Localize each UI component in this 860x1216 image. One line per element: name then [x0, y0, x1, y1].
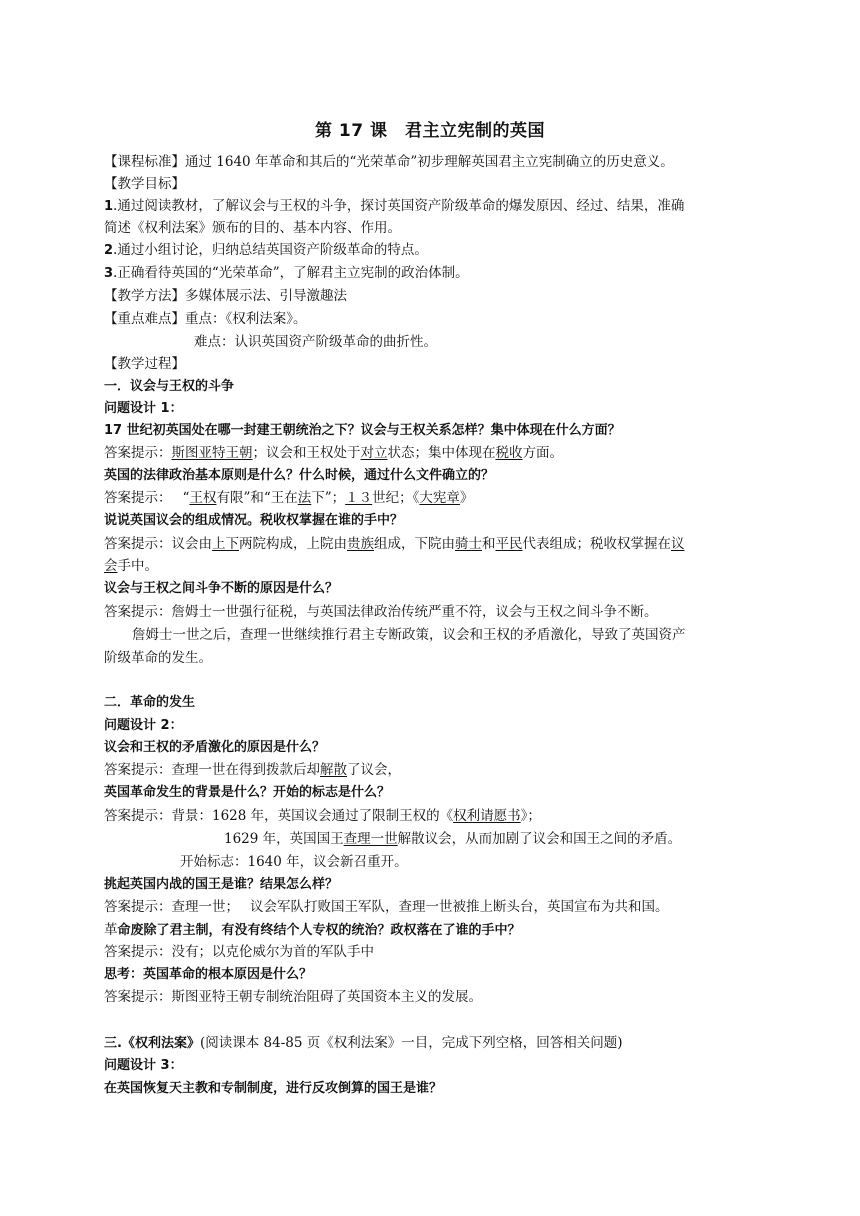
answer-text: 1629 年，英国国王: [224, 831, 344, 847]
section-2-design: 问题设计 2：: [104, 718, 183, 733]
answer-text: 和: [482, 536, 496, 552]
section-2-heading: 二．革命的发生: [104, 695, 196, 710]
answer-blank: 会: [104, 558, 118, 574]
section-2-answer-1: [104, 760, 401, 780]
answer-text: 了议会，: [347, 762, 401, 778]
section-3-heading-note: (阅读课本 84-85 页《权利法案》一目，完成下列空格，回答相关问题): [199, 1035, 623, 1051]
answer-text: 世纪；《: [372, 490, 420, 506]
answer-text: 状态；集中体现在: [387, 445, 496, 461]
answer-blank: 王权: [189, 490, 217, 506]
answer-text: 解散议会，从而加剧了议会和国王之间的矛盾。: [397, 831, 682, 847]
section-3-question-1: 在英国恢复天主教和专制制度，进行反攻倒算的国王是谁？: [104, 1081, 443, 1096]
section-2-answer-5: 答案提示：斯图亚特王朝专制统治阻碍了英国资本主义的发展。: [104, 989, 482, 1005]
section-1-answer-2: [104, 488, 473, 508]
goal-3-text: .正确看待英国的“光荣革命”，了解君主立宪制的政治体制。: [113, 265, 469, 281]
answer-blank: 斯图亚特王朝: [171, 445, 253, 461]
section-1-answer-3-line-2: [104, 556, 158, 576]
section-2-answer-2-line-3: 开始标志：1640 年，议会新召重开。: [180, 854, 408, 870]
answer-text: 》；: [520, 808, 541, 824]
answer-text: 答案提示：: [104, 445, 172, 461]
answer-blank: 议: [671, 536, 685, 552]
answer-blank: 上下: [212, 536, 239, 552]
goal-3-number: 3: [104, 266, 114, 281]
answer-text: 组成，下院由: [374, 536, 455, 552]
section-2-question-2: 英国革命发生的背景是什么？开始的标志是什么？: [104, 785, 391, 800]
goal-1-text: .通过阅读教材，了解议会与王权的斗争，探讨英国资产阶级革命的爆发原因、经过、结果，准确: [113, 198, 685, 214]
teaching-process-label: 【教学过程】: [104, 356, 185, 372]
answer-blank: 税收: [495, 445, 523, 461]
section-2-answer-3: 答案提示：查理一世； 议会军队打败国王军队，查理一世被推上断头台，英国宣布为共和国。: [104, 899, 669, 915]
answer-text: 下”；: [311, 490, 346, 506]
section-3-heading: 三.《权利法案》: [104, 1036, 200, 1051]
section-3-heading-line: [104, 1033, 623, 1054]
answer-text: 手中。: [117, 558, 158, 574]
goal-2-text: .通过小组讨论，归纳总结英国资产阶级革命的特点。: [113, 242, 428, 258]
answer-text: 有限”和“王在: [216, 490, 298, 506]
answer-text: 答案提示：查理一世在得到拨款后却: [104, 762, 320, 778]
section-1-design: 问题设计 1：: [104, 401, 183, 416]
key-points: 【重点难点】重点：《权利法案》。: [104, 311, 307, 327]
answer-blank: 查理一世: [343, 831, 398, 847]
goal-2-number: 2: [104, 243, 114, 258]
section-2-question-5: 思考：英国革命的根本原因是什么？: [104, 967, 313, 982]
section-1-question-4: 议会与王权之间斗争不断的原因是什么？: [104, 581, 339, 596]
question-text: 命废除了君主制，有没有终结个人专权的统治？政权落在了谁的手中？: [117, 923, 521, 938]
answer-text: 答案提示： “: [104, 490, 190, 506]
answer-blank: 权利请愿书: [453, 808, 521, 824]
section-1-question-1: 17 世纪初英国处在哪一封建王朝统治之下？议会与王权关系怎样？集中体现在什么方面？: [104, 423, 621, 438]
section-1-question-2: 英国的法律政治基本原则是什么？什么时候，通过什么文件确立的？: [104, 468, 495, 483]
section-2-question-1: 议会和王权的矛盾激化的原因是什么？: [104, 740, 326, 755]
goal-1-number: 1: [104, 199, 114, 214]
section-1-answer-3-line-1: [104, 534, 685, 554]
section-2-question-4: [104, 920, 521, 941]
section-2-answer-2-line-1: [104, 806, 541, 826]
answer-text: 两院构成，上院由: [239, 536, 347, 552]
section-2-answer-4: 答案提示：没有；以克伦威尔为首的军队手中: [104, 944, 374, 960]
answer-text: 代表组成；税收权掌握在: [522, 536, 671, 552]
answer-blank: 对立: [360, 445, 388, 461]
teaching-methods: 【教学方法】多媒体展示法、引导激趣法: [104, 288, 347, 304]
section-3-design: 问题设计 3：: [104, 1058, 183, 1073]
goal-1-line-1: [104, 196, 684, 217]
section-1-paragraph-line-2: 阶级革命的发生。: [104, 650, 212, 666]
difficult-points: 难点：认识英国资产阶级革命的曲折性。: [194, 334, 437, 350]
goal-1-line-2: 简述《权利法案》颁布的目的、基本内容、作用。: [104, 220, 401, 236]
answer-text: 答案提示：议会由: [104, 536, 212, 552]
answer-blank: 大宪章: [419, 490, 460, 506]
section-2-question-3: 挑起英国内战的国王是谁？结果怎么样？: [104, 877, 339, 892]
section-1-heading: 一．议会与王权的斗争: [104, 379, 235, 394]
teaching-goals-label: 【教学目标】: [104, 176, 185, 192]
answer-text: ；议会和王权处于: [252, 445, 361, 461]
answer-text: 答案提示：背景：1628 年，英国议会通过了限制王权的《: [104, 808, 454, 824]
lesson-title: 第 17 课 君主立宪制的英国: [315, 121, 545, 141]
curriculum-standard: 【课程标准】通过 1640 年革命和其后的“光荣革命”初步理解英国君主立宪制确立的历史意义。: [104, 154, 674, 170]
answer-blank: 法: [297, 490, 312, 506]
goal-3: [104, 263, 469, 284]
section-1-answer-1: [104, 443, 563, 463]
answer-blank: 贵族: [347, 536, 374, 552]
answer-blank: 解散: [320, 762, 347, 778]
section-1-answer-4: 答案提示：詹姆士一世强行征税，与英国法律政治传统严重不符，议会与王权之间斗争不断。: [104, 604, 658, 620]
answer-blank: 骑士: [455, 536, 482, 552]
section-1-paragraph-line-1: 詹姆士一世之后，查理一世继续推行君主专断政策，议会和王权的矛盾激化，导致了英国资产: [132, 627, 686, 643]
answer-text: 》: [459, 490, 474, 506]
goal-2: [104, 240, 428, 261]
section-1-question-3: 说说英国议会的组成情况。税收权掌握在谁的手中？: [104, 513, 404, 528]
answer-blank: 平民: [495, 536, 523, 552]
answer-blank: １３: [345, 490, 373, 506]
section-2-answer-2-line-2: [224, 829, 681, 849]
answer-text: 方面。: [522, 445, 563, 461]
question-lead: 革: [104, 922, 118, 938]
